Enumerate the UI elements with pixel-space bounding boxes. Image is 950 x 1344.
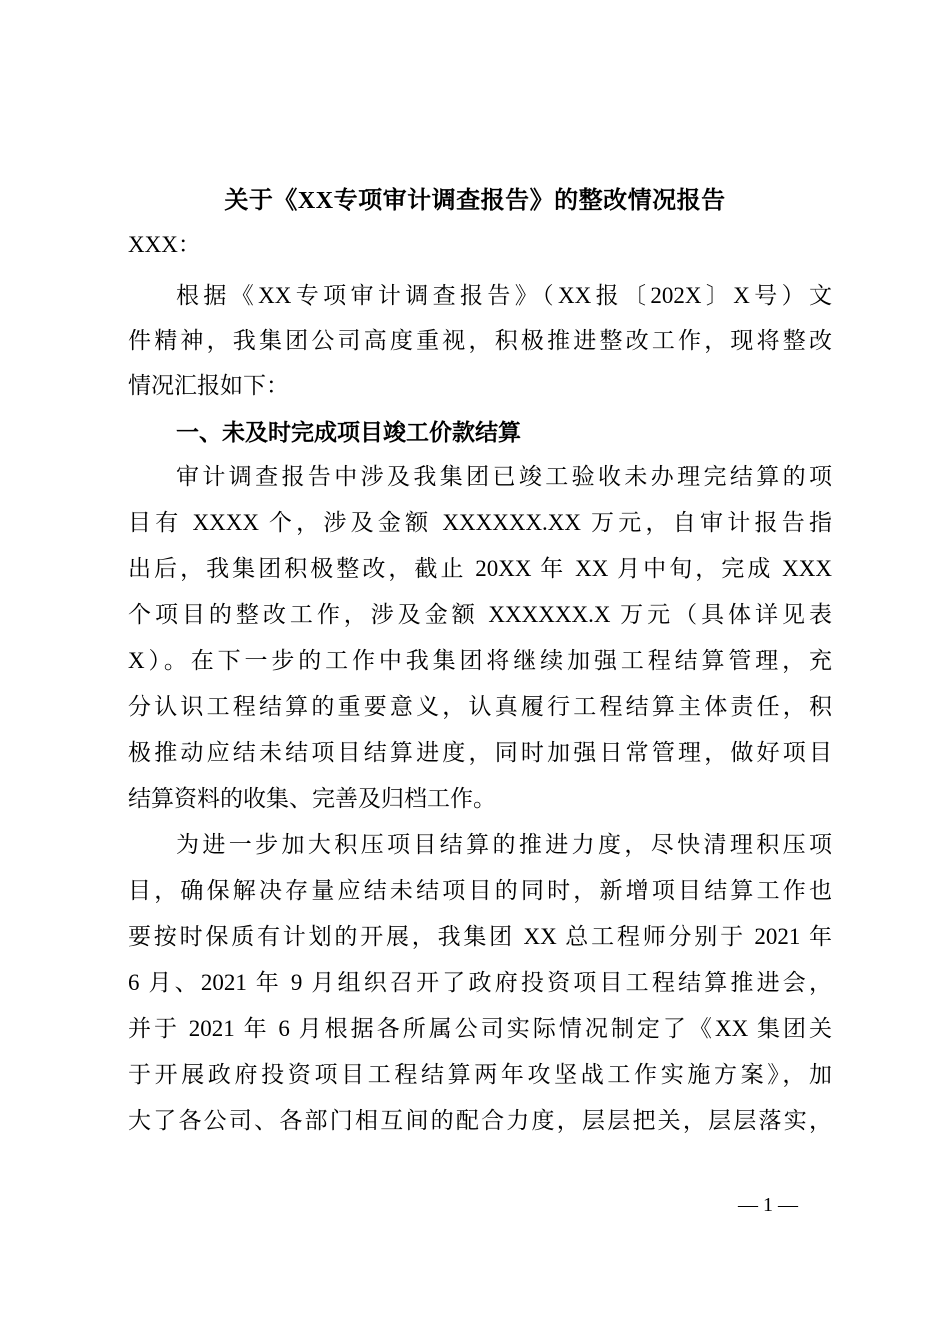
page-number: — 1 — — [738, 1194, 798, 1216]
section-heading: 一、未及时完成项目竣工价款结算 — [176, 419, 521, 445]
paragraph-line: 极推动应结未结项目结算进度，同时加强日常管理，做好项目 — [128, 740, 832, 765]
paragraph-line: 情况汇报如下： — [128, 373, 289, 398]
paragraph-line: 目有 XXXX 个，涉及金额 XXXXXX.XX 万元，自审计报告指 — [128, 510, 832, 535]
paragraph-line: 个项目的整改工作，涉及金额 XXXXXX.X 万元（具体详见表 — [128, 602, 832, 627]
paragraph-line: 目，确保解决存量应结未结项目的同时，新增项目结算工作也 — [128, 878, 832, 903]
paragraph-line: 要按时保质有计划的开展，我集团 XX 总工程师分别于 2021 年 — [128, 924, 832, 949]
paragraph-line: 为进一步加大积压项目结算的推进力度，尽快清理积压项 — [176, 832, 832, 857]
paragraph-line: 根据《XX专项审计调查报告》（XX报〔202X〕X号）文 — [176, 283, 832, 308]
paragraph-line: X）。在下一步的工作中我集团将继续加强工程结算管理，充 — [128, 648, 832, 673]
paragraph-line: 6 月、2021 年 9 月组织召开了政府投资项目工程结算推进会， — [128, 970, 832, 995]
paragraph-line: 并于 2021 年 6 月根据各所属公司实际情况制定了《XX 集团关 — [128, 1016, 832, 1041]
document-title: 关于《XX专项审计调查报告》的整改情况报告 — [224, 188, 726, 214]
paragraph-line: 出后，我集团积极整改，截止 20XX 年 XX 月中旬，完成 XXX — [128, 556, 832, 581]
salutation: XXX： — [128, 232, 201, 257]
paragraph-line: 结算资料的收集、完善及归档工作。 — [128, 786, 496, 811]
paragraph-line: 件精神，我集团公司高度重视，积极推进整改工作，现将整改 — [128, 328, 832, 353]
paragraph-line: 大了各公司、各部门相互间的配合力度，层层把关，层层落实， — [128, 1108, 832, 1133]
paragraph-line: 分认识工程结算的重要意义，认真履行工程结算主体责任，积 — [128, 694, 832, 719]
paragraph-line: 审计调查报告中涉及我集团已竣工验收未办理完结算的项 — [176, 464, 832, 489]
paragraph-line: 于开展政府投资项目工程结算两年攻坚战工作实施方案》，加 — [128, 1062, 832, 1087]
